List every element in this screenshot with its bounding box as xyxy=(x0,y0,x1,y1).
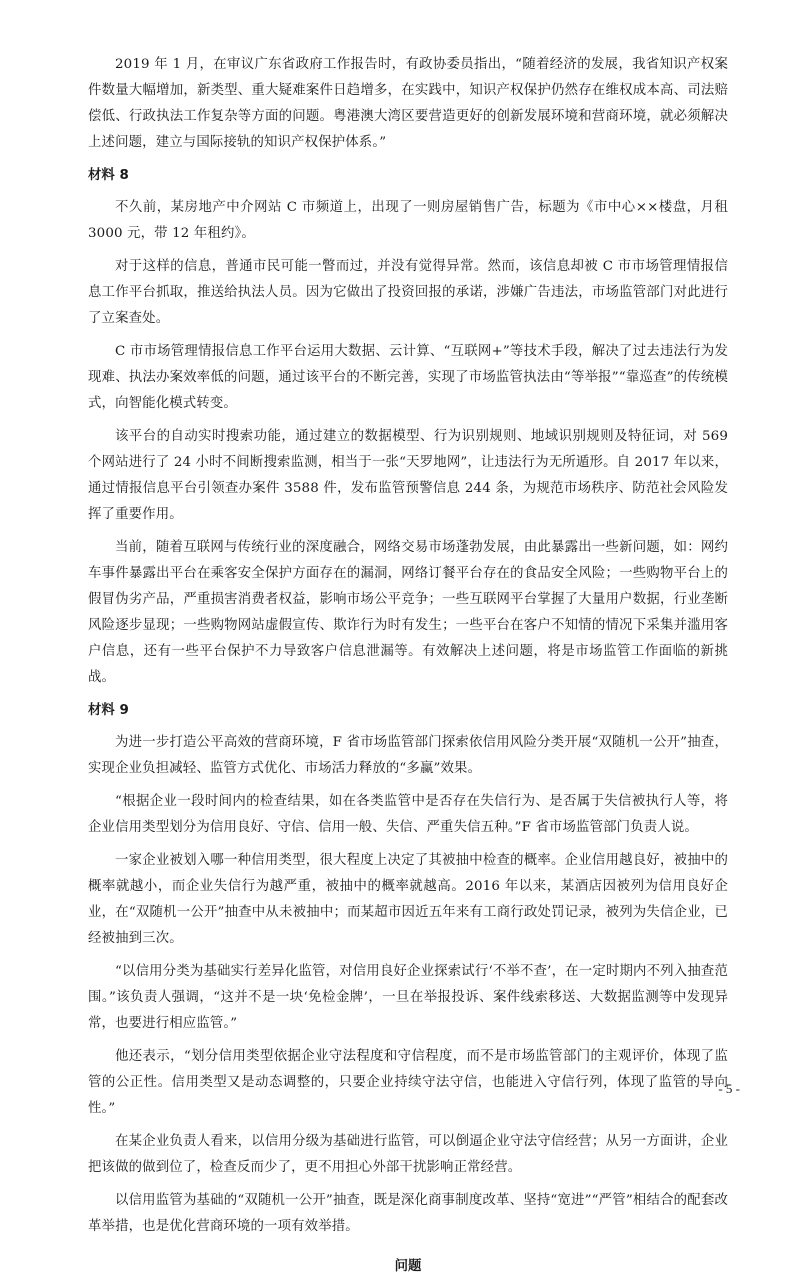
paragraph-new-challenges: 当前，随着互联网与传统行业的深度融合，网络交易市场蓬勃发展，由此暴露出一些新问题，如：网约车事件暴露出平台在乘客安全保护方面存在的漏洞，网络订餐平台存在的食品安全风险；一些购物平台上的假冒伪劣产品，严重损害消费者权益，影响市场公平竞争；一些互联网平台掌握了大量用户数据，行业垄断风险逐步显现；一些购物网站虚假宣传、欺诈行为时有发生；一些平台在客户不知情的情况下采集并滥用客户信息，还有一些平台保护不力导致客户信息泄漏等。有效解决上述问题，将是市场监管工作面临的新挑战。 xyxy=(88,540,728,685)
heading-material-9: 材料 9 xyxy=(88,703,129,718)
section-title-questions: 问题 xyxy=(394,1259,422,1274)
paragraph-credit-types: “根据企业一段时间内的检查结果，如在各类监管中是否存在失信行为、是否属于失信被执行人等，将企业信用类型划分为信用良好、守信、信用一般、失信、严重失信五种。”F 省市场监管部门负责人说。 xyxy=(88,794,728,835)
paragraph-platform-tech: C 市市场管理情报信息工作平台运用大数据、云计算、“互联网+”等技术手段，解决了过去违法行为发现难、执法办案效率低的问题，通过该平台的不断完善，实现了市场监管执法由“等举报”“靠巡查”的传统模式，向智能化模式转变。 xyxy=(88,344,728,411)
document-page xyxy=(88,52,728,1280)
paragraph-differentiated-supervision: “以信用分类为基础实行差异化监管，对信用良好企业探索试行‘不举不查’，在一定时期内不列入抽查范围。”该负责人强调，“这并不是一块‘免检金牌’，一旦在举报投诉、案件线索移送、大数据监测等中发现异常，也要进行相应监管。” xyxy=(88,964,728,1031)
paragraph-inspection-probability: 一家企业被划入哪一种信用类型，很大程度上决定了其被抽中检查的概率。企业信用越良好，被抽中的概率就越小，而企业失信行为越严重，被抽中的概率就越高。2016 年以来，某酒店因被列为信用良好企业，在“双随机一公开”抽查中从未被抽中；而某超市因近五年来有工商行政处罚记录，被列为失信企业，已经被抽到三次。 xyxy=(88,853,728,946)
paragraph-conclusion: 以信用监管为基础的“双随机一公开”抽查，既是深化商事制度改革、坚持“宽进”“严管”相结合的配套改革举措，也是优化营商环境的一项有效举措。 xyxy=(88,1193,728,1234)
paragraph-search-function: 该平台的自动实时搜索功能，通过建立的数据模型、行为识别规则、地域识别规则及特征词，对 569 个网站进行了 24 小时不间断搜索监测，相当于一张“天罗地网”，让违法行为无所遁形。自 2017 年以来，通过情报信息平台引领查办案件 3588 件，发布监管预警信息 244 条，为规范市场秩序、防范社会风险发挥了重要作用。 xyxy=(88,429,728,522)
paragraph-enterprise-view: 在某企业负责人看来，以信用分级为基础进行监管，可以倒逼企业守法守信经营；从另一方面讲，企业把该做的做到位了，检查反而少了，更不用担心外部干扰影响正常经营。 xyxy=(88,1134,728,1175)
paragraph-intro: 2019 年 1 月，在审议广东省政府工作报告时，有政协委员指出，“随着经济的发展，我省知识产权案件数量大幅增加，新类型、重大疑难案件日趋增多，在实践中，知识产权保护仍然存在维权成本高、司法赔偿低、行政执法工作复杂等方面的问题。粤港澳大湾区要营造更好的创新发展环境和营商环境，就必须解决上述问题，建立与国际接轨的知识产权保护体系。” xyxy=(88,57,728,150)
heading-material-8: 材料 8 xyxy=(88,168,129,183)
paragraph-fairness: 他还表示，“划分信用类型依据企业守法程度和守信程度，而不是市场监管部门的主观评价，体现了监管的公正性。信用类型又是动态调整的，只要企业持续守法守信，也能进入守信行列，体现了监管的导向性。” xyxy=(88,1049,728,1116)
paragraph-platform-capture: 对于这样的信息，普通市民可能一瞥而过，并没有觉得异常。然而，该信息却被 C 市市场管理情报信息工作平台抓取，推送给执法人员。因为它做出了投资回报的承诺，涉嫌广告违法，市场监管部门对此进行了立案查处。 xyxy=(88,259,728,326)
paragraph-double-random: 为进一步打造公平高效的营商环境，F 省市场监管部门探索依信用风险分类开展“双随机一公开”抽查，实现企业负担减轻、监管方式优化、市场活力释放的“多赢”效果。 xyxy=(88,735,728,776)
page-number: - 5 - xyxy=(718,1081,740,1096)
paragraph-ad-listing: 不久前，某房地产中介网站 C 市频道上，出现了一则房屋销售广告，标题为《市中心××楼盘，月租3000 元，带 12 年租约》。 xyxy=(88,200,728,241)
